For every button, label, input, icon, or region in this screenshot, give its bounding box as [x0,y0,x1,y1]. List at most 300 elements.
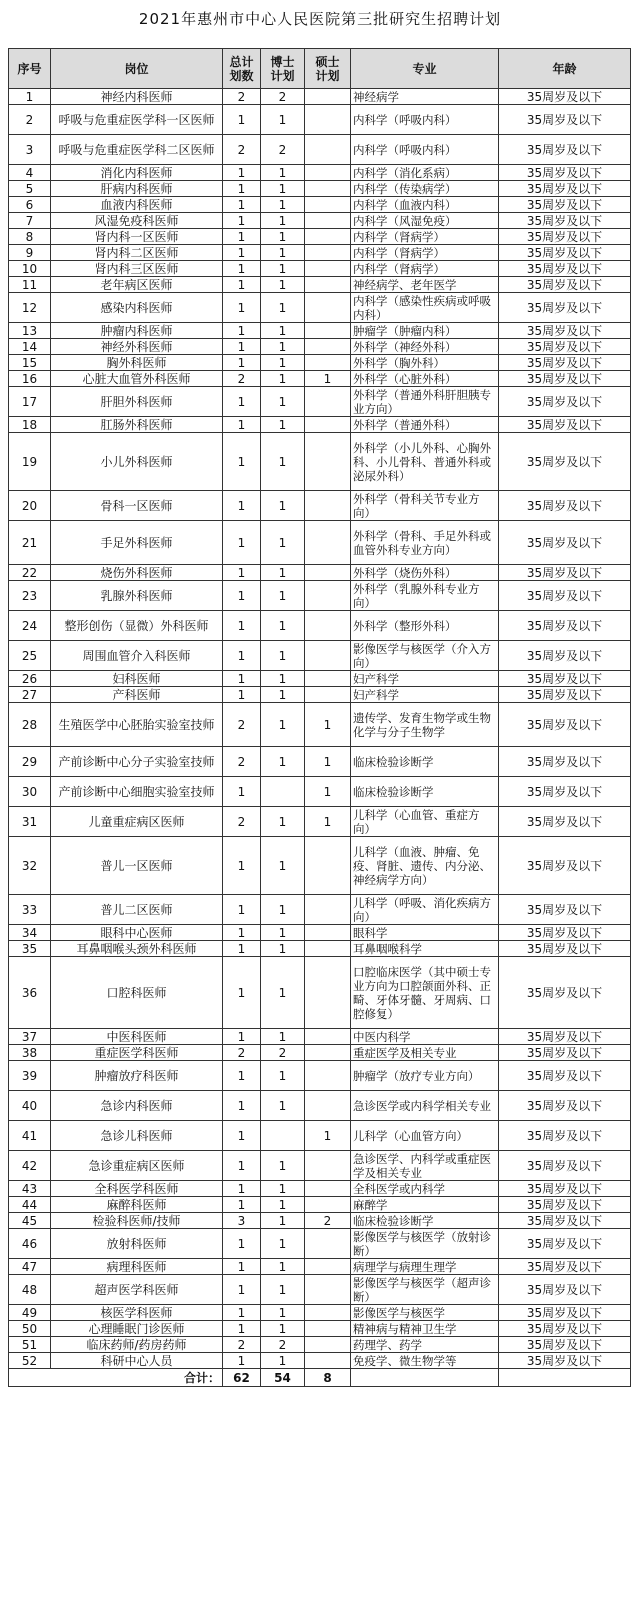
cell-master: 1 [305,1121,351,1151]
cell-no: 43 [9,1181,51,1197]
cell-age: 35周岁及以下 [499,245,631,261]
cell-master [305,941,351,957]
cell-no: 16 [9,371,51,387]
cell-major: 遗传学、发育生物学或生物化学与分子生物学 [351,703,499,747]
cell-post: 妇科医师 [51,671,223,687]
table-row [9,777,631,807]
cell-phd: 1 [261,387,305,417]
table-row [9,941,631,957]
cell-age: 35周岁及以下 [499,703,631,747]
cell-phd: 1 [261,417,305,433]
cell-master [305,1151,351,1181]
cell-master [305,1305,351,1321]
cell-age: 35周岁及以下 [499,89,631,105]
cell-major: 儿科学（呼吸、消化疾病方向） [351,895,499,925]
table-row [9,229,631,245]
cell-age: 35周岁及以下 [499,581,631,611]
cell-master [305,339,351,355]
cell-no: 44 [9,1197,51,1213]
cell-age: 35周岁及以下 [499,777,631,807]
totals-row [9,1369,631,1387]
cell-total: 1 [223,1151,261,1181]
cell-no: 37 [9,1029,51,1045]
header-total-line1: 总计 [229,54,254,69]
cell-total: 2 [223,89,261,105]
cell-post: 普儿一区医师 [51,837,223,895]
cell-phd: 1 [261,433,305,491]
cell-phd: 1 [261,641,305,671]
cell-post: 急诊内科医师 [51,1091,223,1121]
cell-major: 内科学（传染病学） [351,181,499,197]
cell-total: 1 [223,1121,261,1151]
cell-total: 1 [223,1229,261,1259]
cell-major: 肿瘤学（放疗专业方向） [351,1061,499,1091]
cell-major: 神经病学、老年医学 [351,277,499,293]
cell-post: 肾内科一区医师 [51,229,223,245]
cell-age: 35周岁及以下 [499,1061,631,1091]
cell-total: 1 [223,1321,261,1337]
cell-no: 25 [9,641,51,671]
cell-major: 口腔临床医学（其中硕士专业方向为口腔颌面外科、正畸、牙体牙髓、牙周病、口腔修复） [351,957,499,1029]
cell-post: 耳鼻咽喉头颈外科医师 [51,941,223,957]
cell-master [305,1229,351,1259]
cell-no: 9 [9,245,51,261]
cell-no: 10 [9,261,51,277]
table-row [9,671,631,687]
cell-phd: 1 [261,1181,305,1197]
cell-no: 1 [9,89,51,105]
table-row [9,747,631,777]
cell-no: 22 [9,565,51,581]
table-row [9,1181,631,1197]
cell-no: 12 [9,293,51,323]
cell-age: 35周岁及以下 [499,941,631,957]
cell-major: 妇产科学 [351,687,499,703]
header-master [305,49,351,89]
cell-phd: 2 [261,135,305,165]
cell-major: 重症医学及相关专业 [351,1045,499,1061]
cell-master [305,895,351,925]
cell-age: 35周岁及以下 [499,747,631,777]
cell-major: 外科学（神经外科） [351,339,499,355]
cell-post: 骨科一区医师 [51,491,223,521]
cell-major: 中医内科学 [351,1029,499,1045]
recruitment-plan-table [8,48,631,1387]
cell-phd: 1 [261,1151,305,1181]
cell-no: 39 [9,1061,51,1091]
cell-major: 儿科学（心血管、重症方向） [351,807,499,837]
cell-master [305,1197,351,1213]
cell-age: 35周岁及以下 [499,197,631,213]
cell-total: 1 [223,925,261,941]
cell-major: 免疫学、微生物学等 [351,1353,499,1369]
cell-phd: 1 [261,1229,305,1259]
cell-age: 35周岁及以下 [499,371,631,387]
cell-age: 35周岁及以下 [499,135,631,165]
cell-phd: 1 [261,165,305,181]
cell-phd: 1 [261,703,305,747]
cell-phd: 1 [261,1213,305,1229]
cell-no: 41 [9,1121,51,1151]
cell-phd: 1 [261,1091,305,1121]
cell-no: 5 [9,181,51,197]
cell-post: 中医科医师 [51,1029,223,1045]
cell-no: 19 [9,433,51,491]
cell-total: 1 [223,181,261,197]
cell-post: 产前诊断中心细胞实验室技师 [51,777,223,807]
cell-post: 生殖医学中心胚胎实验室技师 [51,703,223,747]
cell-phd: 1 [261,355,305,371]
cell-no: 47 [9,1259,51,1275]
cell-post: 临床药师/药房药师 [51,1337,223,1353]
cell-post: 血液内科医师 [51,197,223,213]
cell-major: 眼科学 [351,925,499,941]
cell-total: 1 [223,687,261,703]
cell-post: 重症医学科医师 [51,1045,223,1061]
cell-major: 临床检验诊断学 [351,777,499,807]
cell-total: 1 [223,277,261,293]
cell-phd: 1 [261,323,305,339]
cell-major: 内科学（风湿免疫） [351,213,499,229]
table-row [9,1197,631,1213]
cell-major: 急诊医学或内科学相关专业 [351,1091,499,1121]
cell-major: 外科学（胸外科） [351,355,499,371]
cell-major: 内科学（肾病学） [351,229,499,245]
cell-post: 肿瘤放疗科医师 [51,1061,223,1091]
header-master-line2: 计划 [315,68,340,83]
table-row [9,521,631,565]
cell-master [305,611,351,641]
cell-no: 20 [9,491,51,521]
cell-age: 35周岁及以下 [499,323,631,339]
table-row [9,1353,631,1369]
cell-post: 普儿二区医师 [51,895,223,925]
cell-master [305,245,351,261]
cell-total: 1 [223,197,261,213]
table-row [9,837,631,895]
cell-no: 15 [9,355,51,371]
table-row [9,1321,631,1337]
cell-post: 肛肠外科医师 [51,417,223,433]
cell-master [305,433,351,491]
cell-age: 35周岁及以下 [499,105,631,135]
cell-no: 8 [9,229,51,245]
cell-total: 1 [223,1061,261,1091]
cell-no: 3 [9,135,51,165]
cell-post: 麻醉科医师 [51,1197,223,1213]
cell-age: 35周岁及以下 [499,1121,631,1151]
table-row [9,89,631,105]
cell-major: 临床检验诊断学 [351,747,499,777]
cell-total: 1 [223,165,261,181]
cell-total: 1 [223,293,261,323]
cell-master [305,197,351,213]
totals-master: 8 [305,1369,351,1387]
cell-age: 35周岁及以下 [499,355,631,371]
cell-post: 超声医学科医师 [51,1275,223,1305]
cell-post: 产科医师 [51,687,223,703]
cell-total: 1 [223,895,261,925]
cell-phd: 1 [261,229,305,245]
cell-no: 31 [9,807,51,837]
cell-major: 内科学（呼吸内科） [351,135,499,165]
cell-post: 神经外科医师 [51,339,223,355]
cell-age: 35周岁及以下 [499,565,631,581]
cell-age: 35周岁及以下 [499,261,631,277]
cell-master [305,181,351,197]
table-row [9,1091,631,1121]
table-row [9,1337,631,1353]
cell-phd: 1 [261,1061,305,1091]
totals-major-empty [351,1369,499,1387]
cell-master [305,277,351,293]
cell-no: 24 [9,611,51,641]
cell-master [305,213,351,229]
cell-phd: 1 [261,611,305,641]
cell-post: 放射科医师 [51,1229,223,1259]
table-row [9,433,631,491]
cell-post: 核医学科医师 [51,1305,223,1321]
cell-age: 35周岁及以下 [499,339,631,355]
table-row [9,957,631,1029]
cell-age: 35周岁及以下 [499,1197,631,1213]
table-row [9,581,631,611]
cell-major: 耳鼻咽喉科学 [351,941,499,957]
header-master-line1: 硕士 [315,54,340,69]
cell-post: 口腔科医师 [51,957,223,1029]
document-title: 2021年惠州市中心人民医院第三批研究生招聘计划 [138,10,502,28]
cell-no: 29 [9,747,51,777]
table-row [9,323,631,339]
cell-master [305,581,351,611]
cell-no: 4 [9,165,51,181]
cell-major: 外科学（整形外科） [351,611,499,641]
cell-post: 全科医学科医师 [51,1181,223,1197]
cell-post: 科研中心人员 [51,1353,223,1369]
cell-no: 18 [9,417,51,433]
cell-phd: 2 [261,1337,305,1353]
cell-master [305,521,351,565]
table-row [9,417,631,433]
cell-phd: 1 [261,1029,305,1045]
table-row [9,355,631,371]
cell-total: 1 [223,1197,261,1213]
cell-major: 影像医学与核医学（介入方向） [351,641,499,671]
cell-phd [261,777,305,807]
table-row [9,1259,631,1275]
cell-age: 35周岁及以下 [499,1275,631,1305]
cell-post: 神经内科医师 [51,89,223,105]
cell-post: 儿童重症病区医师 [51,807,223,837]
cell-major: 内科学（肾病学） [351,261,499,277]
cell-total: 1 [223,213,261,229]
cell-total: 1 [223,1091,261,1121]
cell-major: 临床检验诊断学 [351,1213,499,1229]
cell-age: 35周岁及以下 [499,1259,631,1275]
cell-major: 精神病与精神卫生学 [351,1321,499,1337]
header-phd-line2: 计划 [270,68,295,83]
cell-age: 35周岁及以下 [499,521,631,565]
cell-post: 老年病区医师 [51,277,223,293]
cell-phd: 1 [261,197,305,213]
cell-total: 1 [223,1305,261,1321]
cell-no: 26 [9,671,51,687]
cell-total: 1 [223,581,261,611]
cell-no: 14 [9,339,51,355]
header-no: 序号 [9,49,51,89]
cell-post: 整形创伤（显微）外科医师 [51,611,223,641]
cell-phd: 1 [261,687,305,703]
cell-age: 35周岁及以下 [499,1337,631,1353]
cell-master: 2 [305,1213,351,1229]
cell-major: 妇产科学 [351,671,499,687]
cell-post: 眼科中心医师 [51,925,223,941]
table-row [9,687,631,703]
table-row [9,565,631,581]
cell-post: 手足外科医师 [51,521,223,565]
totals-phd: 54 [261,1369,305,1387]
totals-age-empty [499,1369,631,1387]
cell-phd: 1 [261,277,305,293]
cell-post: 胸外科医师 [51,355,223,371]
cell-major: 全科医学或内科学 [351,1181,499,1197]
cell-master [305,229,351,245]
table-row [9,339,631,355]
cell-phd: 1 [261,105,305,135]
header-phd-line1: 博士 [270,54,295,69]
cell-master: 1 [305,703,351,747]
cell-total: 2 [223,135,261,165]
cell-no: 33 [9,895,51,925]
cell-post: 检验科医师/技师 [51,1213,223,1229]
cell-total: 1 [223,491,261,521]
cell-major: 麻醉学 [351,1197,499,1213]
cell-post: 肾内科二区医师 [51,245,223,261]
cell-phd: 1 [261,521,305,565]
cell-major: 外科学（乳腺外科专业方向） [351,581,499,611]
cell-no: 46 [9,1229,51,1259]
cell-major: 外科学（骨科、手足外科或血管外科专业方向） [351,521,499,565]
cell-phd: 1 [261,1353,305,1369]
cell-post: 周围血管介入科医师 [51,641,223,671]
cell-no: 45 [9,1213,51,1229]
cell-total: 1 [223,1259,261,1275]
cell-phd: 1 [261,957,305,1029]
table-row [9,181,631,197]
cell-age: 35周岁及以下 [499,181,631,197]
cell-phd: 1 [261,491,305,521]
cell-post: 呼吸与危重症医学科二区医师 [51,135,223,165]
cell-total: 1 [223,1029,261,1045]
table-row [9,491,631,521]
cell-master [305,957,351,1029]
cell-major: 外科学（骨科关节专业方向） [351,491,499,521]
cell-no: 6 [9,197,51,213]
cell-post: 风湿免疫科医师 [51,213,223,229]
cell-major: 外科学（普通外科肝胆胰专业方向） [351,387,499,417]
cell-phd: 1 [261,371,305,387]
cell-master [305,1353,351,1369]
cell-master [305,641,351,671]
cell-total: 3 [223,1213,261,1229]
cell-no: 32 [9,837,51,895]
cell-post: 病理科医师 [51,1259,223,1275]
cell-age: 35周岁及以下 [499,277,631,293]
cell-major: 神经病学 [351,89,499,105]
cell-major: 影像医学与核医学 [351,1305,499,1321]
cell-major: 内科学（呼吸内科） [351,105,499,135]
cell-major: 肿瘤学（肿瘤内科） [351,323,499,339]
cell-master [305,1337,351,1353]
table-row [9,1275,631,1305]
cell-total: 1 [223,941,261,957]
table-row [9,293,631,323]
cell-no: 7 [9,213,51,229]
cell-age: 35周岁及以下 [499,1305,631,1321]
cell-post: 心理睡眠门诊医师 [51,1321,223,1337]
cell-age: 35周岁及以下 [499,895,631,925]
cell-phd: 1 [261,261,305,277]
cell-major: 外科学（心脏外科） [351,371,499,387]
cell-master [305,261,351,277]
cell-major: 药理学、药学 [351,1337,499,1353]
cell-total: 1 [223,433,261,491]
cell-phd: 1 [261,1321,305,1337]
cell-age: 35周岁及以下 [499,433,631,491]
cell-no: 13 [9,323,51,339]
cell-phd: 1 [261,837,305,895]
cell-post: 肝病内科医师 [51,181,223,197]
totals-label: 合计： [9,1369,223,1387]
cell-age: 35周岁及以下 [499,1353,631,1369]
cell-total: 1 [223,957,261,1029]
cell-master [305,293,351,323]
cell-major: 病理学与病理生理学 [351,1259,499,1275]
cell-no: 49 [9,1305,51,1321]
cell-phd: 1 [261,293,305,323]
cell-master [305,1091,351,1121]
table-row [9,807,631,837]
cell-master [305,417,351,433]
table-row [9,1151,631,1181]
cell-post: 小儿外科医师 [51,433,223,491]
cell-phd: 1 [261,807,305,837]
table-row [9,641,631,671]
cell-phd: 1 [261,213,305,229]
cell-total: 2 [223,703,261,747]
table-row [9,703,631,747]
cell-master: 1 [305,777,351,807]
table-row [9,213,631,229]
cell-age: 35周岁及以下 [499,687,631,703]
table-row [9,135,631,165]
table-row [9,387,631,417]
cell-master [305,1045,351,1061]
cell-total: 1 [223,671,261,687]
cell-age: 35周岁及以下 [499,1229,631,1259]
cell-age: 35周岁及以下 [499,1321,631,1337]
cell-no: 38 [9,1045,51,1061]
cell-master [305,687,351,703]
totals-total: 62 [223,1369,261,1387]
cell-total: 1 [223,229,261,245]
cell-no: 52 [9,1353,51,1369]
cell-total: 1 [223,105,261,135]
cell-phd: 1 [261,671,305,687]
cell-age: 35周岁及以下 [499,925,631,941]
cell-master [305,355,351,371]
cell-no: 34 [9,925,51,941]
